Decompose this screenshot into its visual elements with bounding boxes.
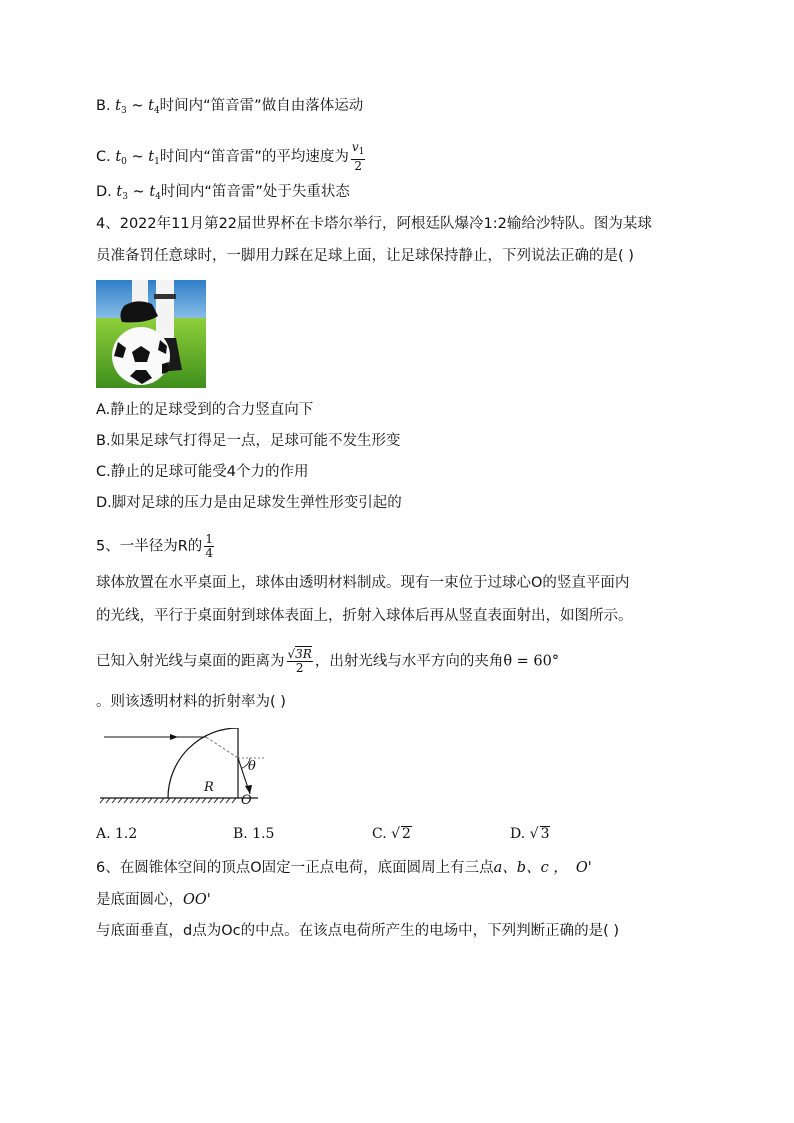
- fraction-one-quarter: $\frac{1}{4}$: [205, 532, 213, 560]
- q4-option-c: C.静止的足球可能受4个力的作用: [96, 464, 309, 480]
- diagram-label-O: O: [241, 793, 252, 808]
- q3-option-b: B. $t_3$ ~ $t_4$时间内“笛音雷”做自由落体运动: [96, 98, 364, 116]
- q5-stem-line1: 5、一半径为R的 $\frac{1}{4}$: [96, 532, 213, 560]
- q6-stem-line3: 与底面垂直，d点为Oc的中点。在该点电荷所产生的电场中，下列判断正确的是( ): [96, 923, 620, 939]
- q5-option-d: D. √ 3: [510, 826, 550, 842]
- q3-option-c: C. $t_0$ ~ $t_1$时间内“笛音雷”的平均速度为 $\frac{v_1}{2}$: [96, 140, 365, 173]
- q5-stem-line5: 。则该透明材料的折射率为( ): [96, 694, 286, 710]
- q4-stem-line1: 4、2022年11月第22届世界杯在卡塔尔举行，阿根廷队爆冷1:2输给沙特队。图为某球: [96, 216, 652, 232]
- q5-option-a: A. 1.2: [96, 826, 138, 842]
- q3-option-d: D. $t_3$ ~ $t_4$时间内“笛音雷”处于失重状态: [96, 184, 350, 202]
- q4-stem-line2: 员准备罚任意球时，一脚用力踩在足球上面，让足球保持静止，下列说法正确的是( ): [96, 248, 634, 264]
- q5-option-c: C. √ 2: [372, 826, 411, 842]
- q6-stem-line1: 6、在圆锥体空间的顶点O固定一正点电荷，底面圆周上有三点a、b、c ， O': [96, 860, 592, 876]
- q5-stem-line3: 的光线，平行于桌面射到球体表面上，折射入球体后再从竖直表面射出，如图所示。: [96, 608, 633, 624]
- football-photo: [96, 280, 206, 388]
- q5-stem-line4: 已知入射光线与桌面的距离为 $\frac{√3R}{2}$ ，出射光线与水平方向的夹角θ = 60°: [96, 647, 560, 675]
- fraction-sqrt3R-over-2: $\frac{√3R}{2}$: [287, 647, 312, 675]
- diagram-label-R: R: [204, 780, 214, 795]
- q4-option-a: A.静止的足球受到的合力竖直向下: [96, 402, 314, 418]
- diagram-label-theta: θ: [248, 759, 256, 774]
- q5-option-b: B. 1.5: [233, 826, 275, 842]
- fraction-v1-over-2: $\frac{v_1}{2}$: [351, 140, 365, 173]
- q6-stem-line2: 是底面圆心，OO': [96, 892, 211, 908]
- q4-option-b: B.如果足球气打得足一点，足球可能不发生形变: [96, 433, 401, 449]
- q5-stem-line2: 球体放置在水平桌面上，球体由透明材料制成。现有一束位于过球心O的竖直平面内: [96, 575, 630, 591]
- q4-option-d: D.脚对足球的压力是由足球发生弹性形变引起的: [96, 495, 402, 511]
